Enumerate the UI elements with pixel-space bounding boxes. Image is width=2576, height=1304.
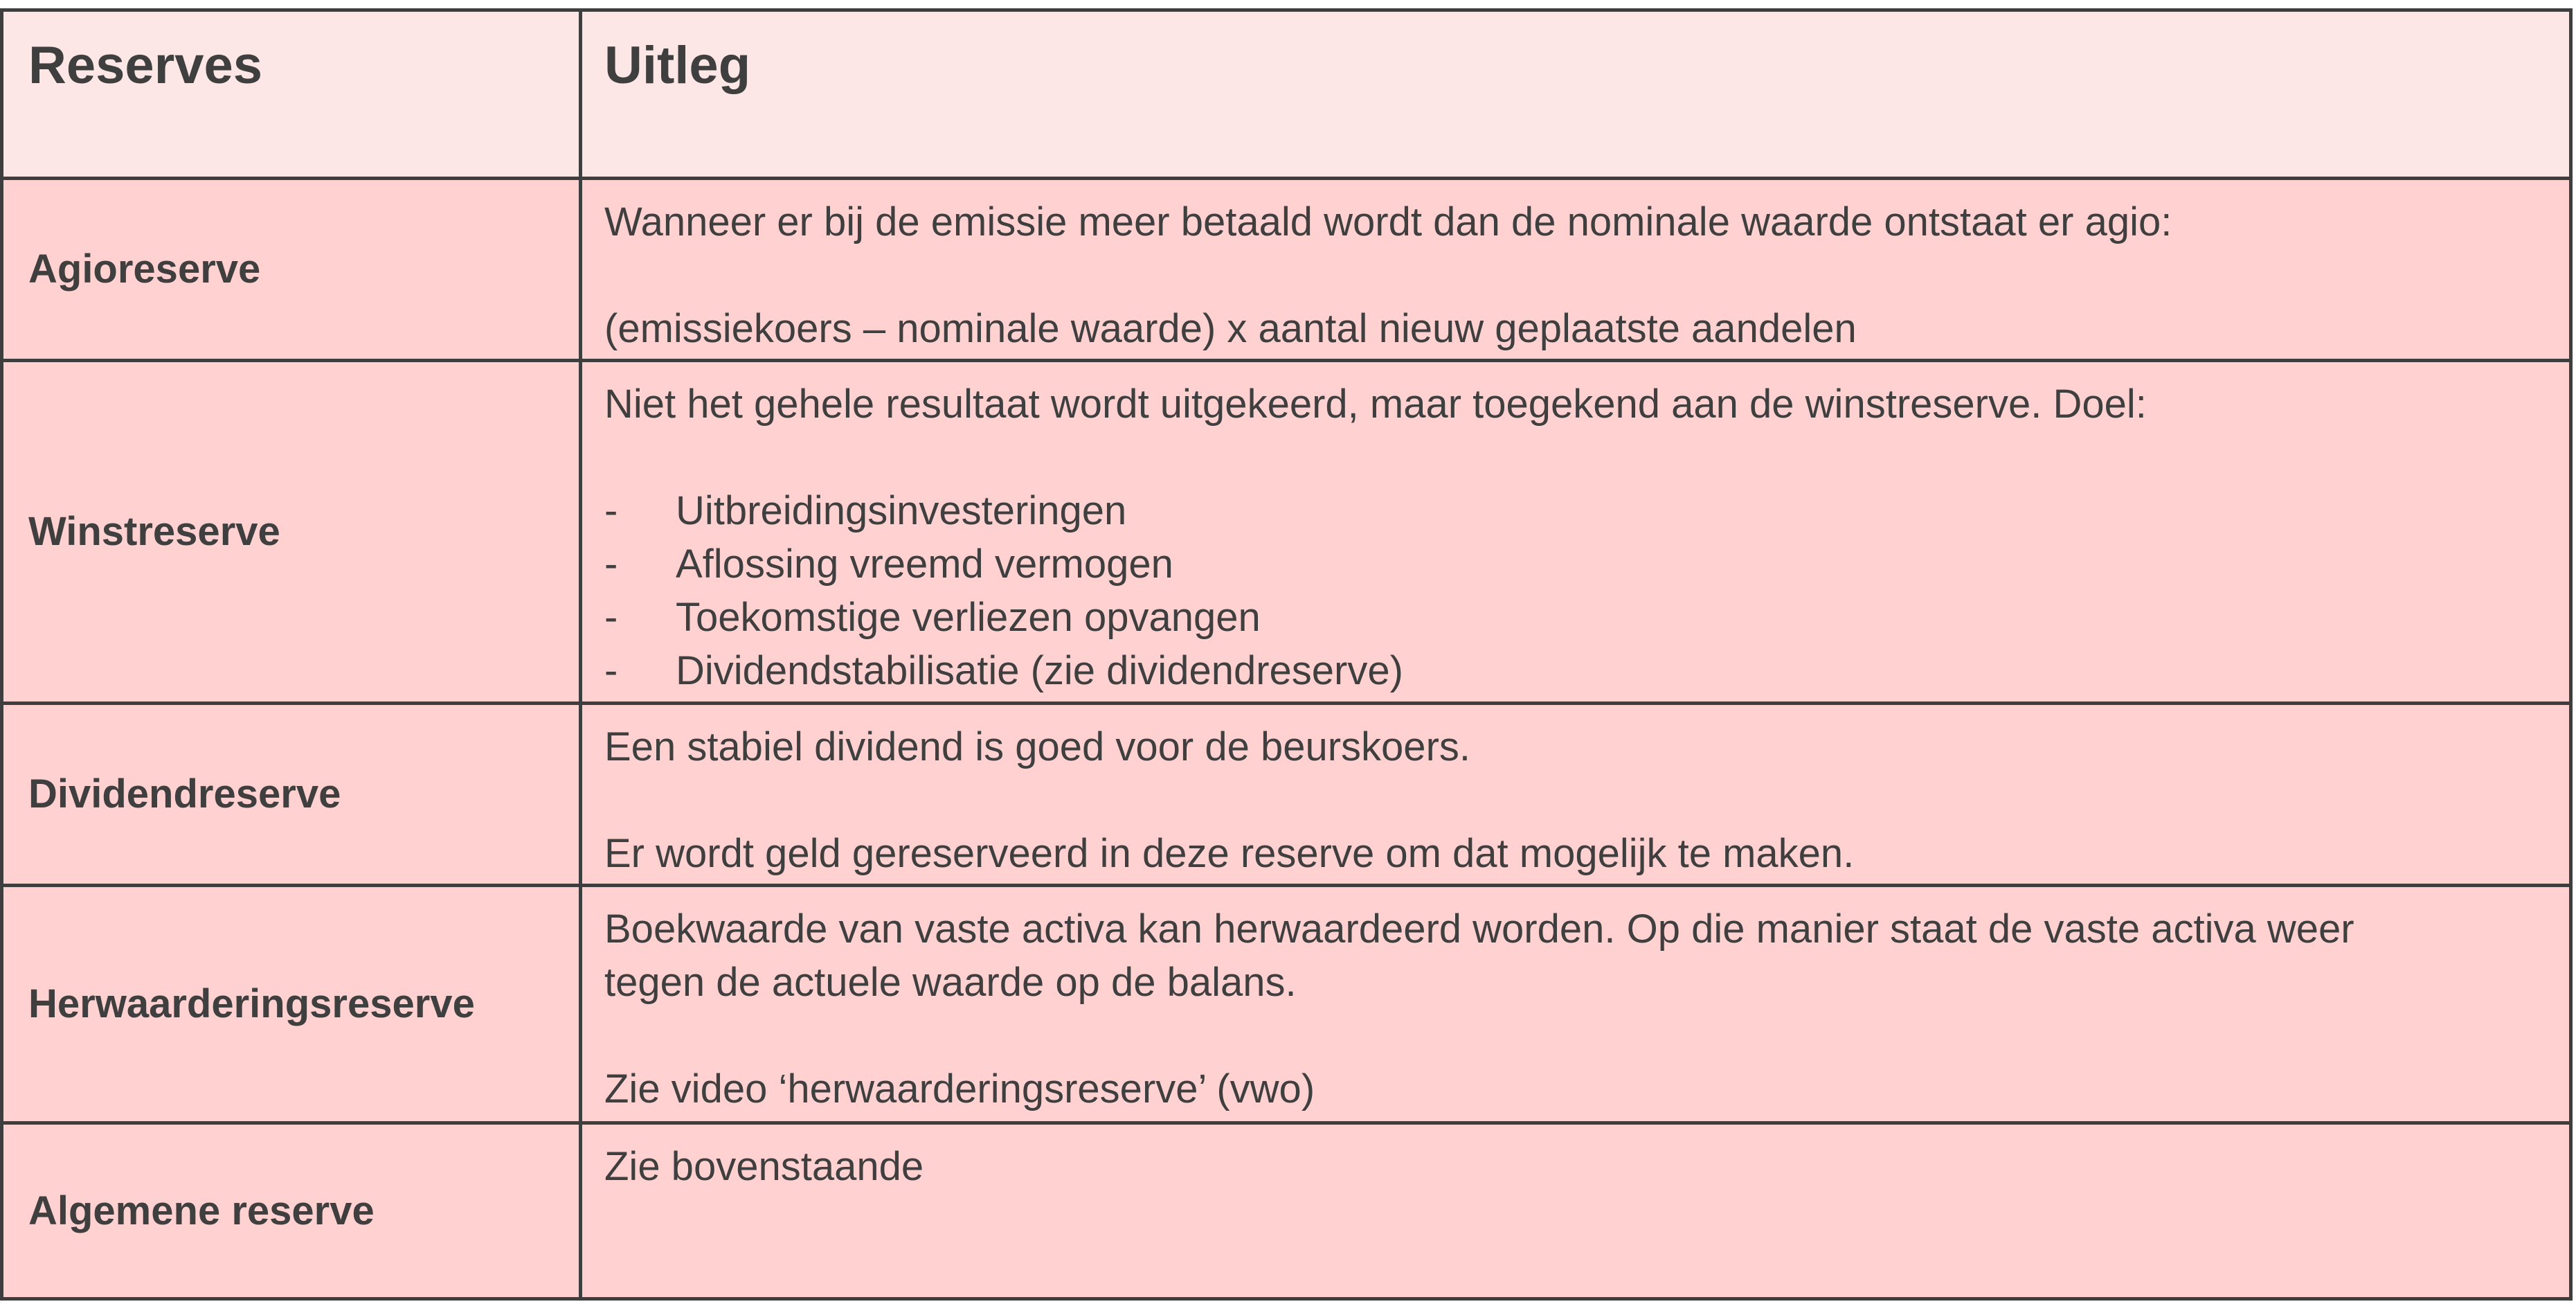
- row-explanation-cell: [582, 362, 2569, 702]
- column-header-reserves: Reserves: [28, 36, 263, 95]
- explanation-line: Zie video ‘herwaarderingsreserve’ (vwo): [604, 1066, 1315, 1111]
- list-item-text: Toekomstige verliezen opvangen: [676, 595, 1261, 640]
- row-name-cell: [3, 887, 582, 1121]
- row-explanation-cell: [582, 180, 2569, 359]
- table-row-winstreserve: [3, 362, 2569, 705]
- table-row-algemene-reserve: [3, 1125, 2569, 1297]
- list-item: [604, 644, 2548, 697]
- row-explanation-cell: [582, 705, 2569, 884]
- bullet-dash: -: [604, 488, 618, 533]
- row-name-cell: [3, 1125, 582, 1297]
- table-row-agioreserve: [3, 180, 2569, 362]
- bullet-dash: -: [604, 595, 618, 640]
- table-row-herwaarderingsreserve: [3, 887, 2569, 1125]
- list-item: [604, 537, 2548, 591]
- list-item: [604, 484, 2548, 537]
- row-name-cell: [3, 705, 582, 884]
- reserves-table: [0, 8, 2573, 1301]
- explanation-line: Zie bovenstaande: [604, 1144, 924, 1189]
- reserve-name: Dividendreserve: [28, 771, 341, 816]
- row-name-cell: [3, 180, 582, 359]
- explanation-line: Wanneer er bij de emissie meer betaald wordt dan de nominale waarde ontstaat er agio:: [604, 199, 2172, 244]
- reserve-name: Algemene reserve: [28, 1188, 375, 1233]
- reserve-name: Herwaarderingsreserve: [28, 981, 475, 1026]
- row-name-cell: [3, 362, 582, 702]
- explanation-line: tegen de actuele waarde op de balans.: [604, 960, 1297, 1005]
- table-row-dividendreserve: [3, 705, 2569, 887]
- reserve-name: Agioreserve: [28, 247, 261, 292]
- explanation-line: Er wordt geld gereserveerd in deze reserve om dat mogelijk te maken.: [604, 831, 1855, 876]
- bullet-dash: -: [604, 648, 618, 693]
- bullet-dash: -: [604, 542, 618, 587]
- row-explanation-cell: [582, 1125, 2569, 1297]
- explanation-line: Niet het gehele resultaat wordt uitgekeerd, maar toegekend aan de winstreserve. Doel:: [604, 382, 2147, 427]
- row-explanation-cell: [582, 887, 2569, 1121]
- explanation-line: (emissiekoers – nominale waarde) x aantal nieuw geplaatste aandelen: [604, 306, 1857, 351]
- header-cell-uitleg: [582, 12, 2569, 177]
- explanation-line: Boekwaarde van vaste activa kan herwaardeerd worden. Op die manier staat de vaste activa weer: [604, 906, 2354, 952]
- list-item: [604, 591, 2548, 644]
- header-cell-reserves: [3, 12, 582, 177]
- list-item-text: Dividendstabilisatie (zie dividendreserve): [676, 648, 1403, 693]
- list-item-text: Uitbreidingsinvesteringen: [676, 488, 1127, 533]
- table-header-row: [3, 12, 2569, 180]
- explanation-line: Een stabiel dividend is goed voor de beurskoers.: [604, 724, 1470, 769]
- reserve-name: Winstreserve: [28, 509, 280, 554]
- column-header-uitleg: Uitleg: [604, 36, 751, 95]
- list-item-text: Aflossing vreemd vermogen: [676, 542, 1173, 587]
